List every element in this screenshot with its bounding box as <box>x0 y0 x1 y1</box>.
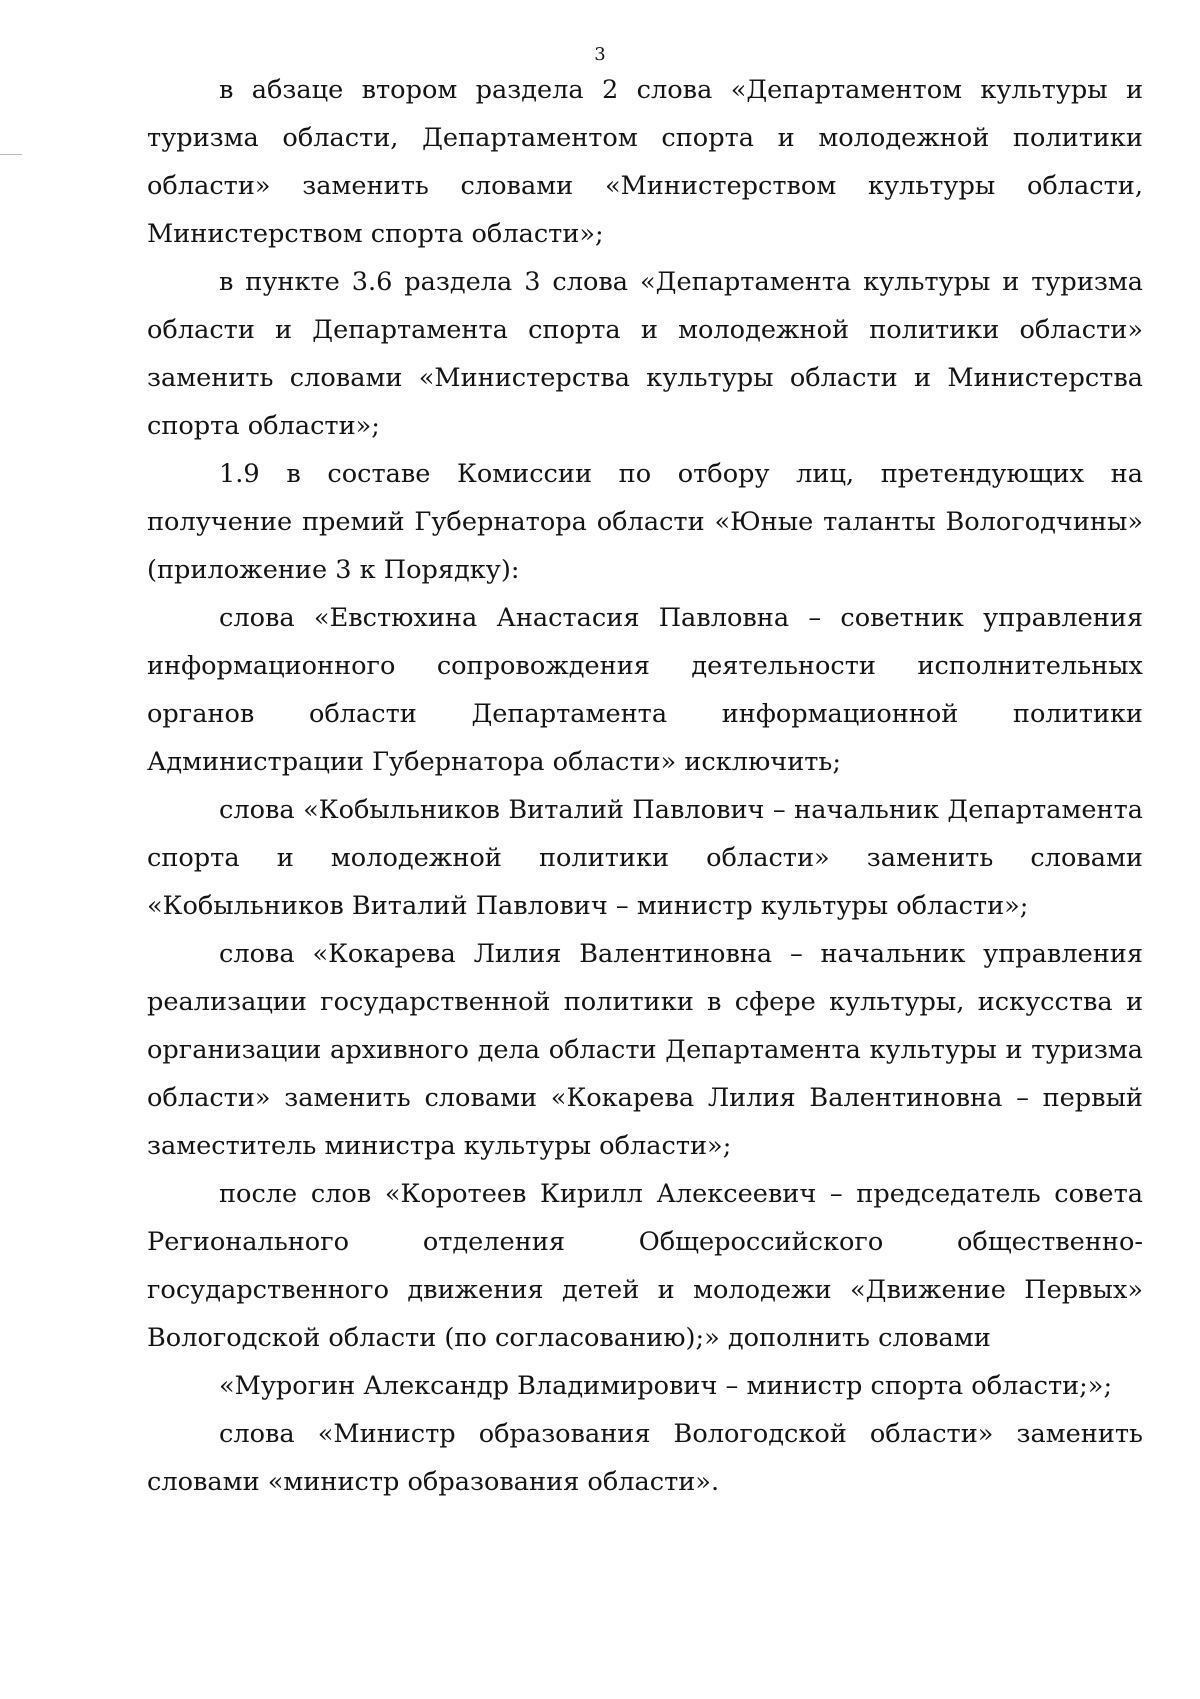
paragraph: слова «Кокарева Лилия Валентиновна – начальник управления реализации государственной политики в сфере культуры, искусства и организации архивного дела области Департамента культуры и туризма области» заменить словами «Кокарева Лилия Валентиновна – первый заместитель министра культуры области»; <box>147 939 1143 1161</box>
paragraph: в абзаце втором раздела 2 слова «Департаментом культуры и туризма области, Департаментом спорта и молодежной политики области» заменить словами «Министерством культуры области, Министерством спорта области»; <box>147 75 1143 249</box>
page-number: 3 <box>594 44 606 65</box>
paragraph: слова «Евстюхина Анастасия Павловна – советник управления информационного сопровождения деятельности исполнительных органов области Департамента информационной политики Администрации Губернатора области» исключить; <box>147 603 1143 777</box>
document-body <box>147 66 1143 1506</box>
paragraph: после слов «Коротеев Кирилл Алексеевич – председатель совета Регионального отделения Общероссийского общественно-государственного движения детей и молодежи «Движение Первых» Вологодской области (по согласованию);» дополнить словами <box>147 1179 1143 1353</box>
paragraph: 1.9 в составе Комиссии по отбору лиц, претендующих на получение премий Губернатора области «Юные таланты Вологодчины» (приложение 3 к Порядку): <box>147 459 1143 585</box>
paragraph: слова «Кобыльников Виталий Павлович – начальник Департамента спорта и молодежной политики области» заменить словами «Кобыльников Виталий Павлович – министр культуры области»; <box>147 795 1143 921</box>
scan-edge-mark <box>0 154 22 155</box>
paragraph: слова «Министр образования Вологодской области» заменить словами «министр образования области». <box>147 1419 1143 1497</box>
paragraph: «Мурогин Александр Владимирович – министр спорта области;»; <box>219 1371 1113 1401</box>
paragraph: в пункте 3.6 раздела 3 слова «Департамента культуры и туризма области и Департамента спорта и молодежной политики области» заменить словами «Министерства культуры области и Министерства спорта области»; <box>147 267 1143 441</box>
